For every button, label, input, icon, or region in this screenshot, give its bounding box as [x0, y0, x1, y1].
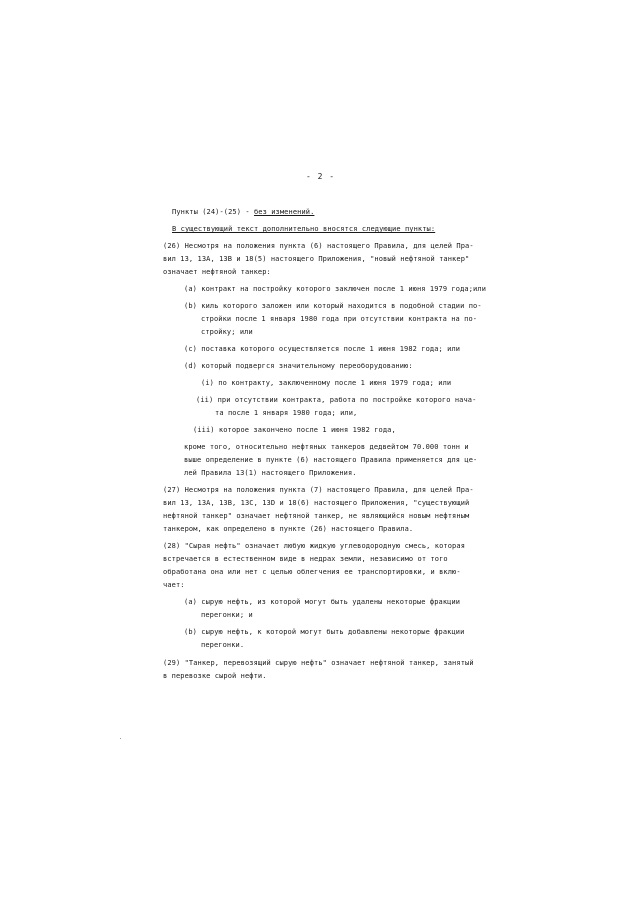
p27-line: танкером, как определено в пункте (26) настоящего Правила. [163, 525, 414, 533]
p26-item-a: (a) контракт на постройку которого заключен после 1 июня 1979 года;или [184, 285, 487, 293]
addition-notice: В существующий текст дополнительно вносятся следующие пункты: [172, 225, 436, 233]
p26-tail: кроме того, относительно нефтяных танкеров дедвейтом 70.000 тонн и [184, 443, 469, 451]
p28-line: обработана она или нет с целью облегчения ее транспортировки, и вклю- [163, 568, 461, 576]
p26-line: (26) Несмотря на положения пункта (6) настоящего Правила, для целей Пра- [163, 242, 474, 250]
p26-sub-i: (i) по контракту, заключенному после 1 июня 1979 года; или [201, 379, 452, 387]
p26-item-c: (c) поставка которого осуществляется после 1 июня 1982 года; или [184, 345, 461, 353]
p28-item-a-cont: перегонки; и [201, 611, 253, 619]
p28-line: чает: [163, 581, 185, 589]
p26-sub-ii: (ii) при отсутствии контракта, работа по постройке которого нача- [196, 396, 477, 404]
p26-tail: лей Правила 13(1) настоящего Приложения. [184, 469, 357, 477]
p27-line: вил 13, 13А, 13В, 13С, 13D и 18(6) настоящего Приложения, "существующий [163, 499, 470, 507]
p26-line: вил 13, 13А, 13В и 18(5) настоящего Приложения, "новый нефтяной танкер" [163, 255, 470, 263]
p26-line: означает нефтяной танкер: [163, 268, 271, 276]
p26-item-b-cont: стройку; или [201, 328, 253, 336]
p28-item-b: (b) сырую нефть, к которой могут быть добавлены некоторые фракции [184, 628, 465, 636]
p29-line: (29) "Танкер, перевозящий сырую нефть" означает нефтяной танкер, занятый [163, 659, 474, 667]
p27-line: (27) Несмотря на положения пункта (7) настоящего Правила, для целей Пра- [163, 486, 474, 494]
p29-line: в перевозке сырой нефти. [163, 672, 267, 680]
scan-speck [120, 738, 121, 739]
p28-item-a: (a) сырую нефть, из которой могут быть удалены некоторые фракции [184, 598, 461, 606]
p26-sub-iii: (iii) которое закончено после 1 июня 1982 года, [193, 426, 396, 434]
page-number: - 2 - [306, 172, 336, 181]
points-prefix: Пункты (24)-(25) - [172, 208, 254, 216]
p26-sub-ii-cont: та после 1 января 1980 года; или, [215, 409, 358, 417]
p28-line: (28) "Сырая нефть" означает любую жидкую углеводородную смесь, которая [163, 542, 466, 550]
p26-tail: выше определение в пункте (6) настоящего Правила применяется для це- [184, 456, 478, 464]
p27-line: нефтяной танкер" означает нефтяной танкер, не являющийся новым нефтяным [163, 512, 470, 520]
p26-item-d: (d) который подвергся значительному переоборудованию: [184, 362, 413, 370]
points-unchanged-line [172, 208, 314, 217]
points-unchanged: без изменений. [253, 208, 315, 216]
p28-item-b-cont: перегонки. [201, 641, 245, 649]
p26-item-b-cont: стройки после 1 января 1980 года при отсутствии контракта на по- [201, 315, 478, 323]
p26-item-b: (b) киль которого заложен или который находится в подобной стадии по- [184, 302, 482, 310]
p28-line: встречается в естественном виде в недрах земли, независимо от того [163, 555, 448, 563]
